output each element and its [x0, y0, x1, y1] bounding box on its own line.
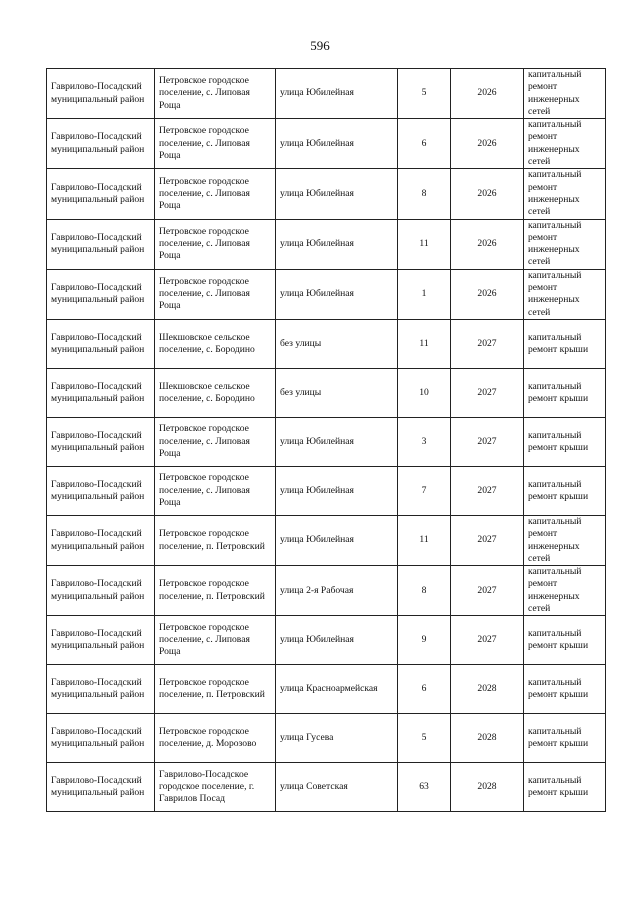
table-row [47, 119, 606, 169]
street-cell: улица Юбилейная [276, 417, 398, 466]
repair-schedule-table [46, 68, 606, 812]
settlement-cell: Петровское городское поселение, с. Липовая Роща [155, 169, 276, 219]
district-cell: Гаврилово-Посадский муниципальный район [47, 169, 155, 219]
work-type-cell: капитальный ремонт крыши [524, 417, 606, 466]
district-cell: Гаврилово-Посадский муниципальный район [47, 119, 155, 169]
settlement-cell: Петровское городское поселение, с. Липовая Роща [155, 417, 276, 466]
house-number-cell: 11 [398, 319, 451, 368]
street-cell: улица Красноармейская [276, 665, 398, 714]
table-row [47, 566, 606, 616]
district-cell: Гаврилово-Посадский муниципальный район [47, 368, 155, 417]
district-cell: Гаврилово-Посадский муниципальный район [47, 319, 155, 368]
street-cell: улица Юбилейная [276, 269, 398, 319]
year-cell: 2026 [451, 169, 524, 219]
year-cell: 2028 [451, 763, 524, 812]
page-number: 596 [310, 38, 330, 53]
work-type-cell: капитальный ремонт инженерных сетей [524, 566, 606, 616]
year-cell: 2026 [451, 269, 524, 319]
street-cell: улица Юбилейная [276, 515, 398, 565]
year-cell: 2027 [451, 319, 524, 368]
table-row [47, 69, 606, 119]
table-row [47, 169, 606, 219]
year-cell: 2027 [451, 417, 524, 466]
year-cell: 2026 [451, 119, 524, 169]
work-type-cell: капитальный ремонт крыши [524, 714, 606, 763]
settlement-cell: Петровское городское поселение, с. Липовая Роща [155, 466, 276, 515]
settlement-cell: Шекшовское сельское поселение, с. Бородино [155, 368, 276, 417]
street-cell: улица Юбилейная [276, 119, 398, 169]
work-type-cell: капитальный ремонт инженерных сетей [524, 219, 606, 269]
table-row [47, 515, 606, 565]
house-number-cell: 3 [398, 417, 451, 466]
house-number-cell: 11 [398, 219, 451, 269]
settlement-cell: Гаврилово-Посадское городское поселение, г. Гаврилов Посад [155, 763, 276, 812]
district-cell: Гаврилово-Посадский муниципальный район [47, 515, 155, 565]
work-type-cell: капитальный ремонт крыши [524, 763, 606, 812]
street-cell: улица Юбилейная [276, 69, 398, 119]
house-number-cell: 6 [398, 119, 451, 169]
work-type-cell: капитальный ремонт крыши [524, 616, 606, 665]
work-type-cell: капитальный ремонт инженерных сетей [524, 69, 606, 119]
work-type-cell: капитальный ремонт крыши [524, 466, 606, 515]
district-cell: Гаврилово-Посадский муниципальный район [47, 69, 155, 119]
street-cell: улица Юбилейная [276, 219, 398, 269]
house-number-cell: 11 [398, 515, 451, 565]
house-number-cell: 5 [398, 69, 451, 119]
settlement-cell: Петровское городское поселение, п. Петровский [155, 566, 276, 616]
year-cell: 2027 [451, 616, 524, 665]
district-cell: Гаврилово-Посадский муниципальный район [47, 566, 155, 616]
table-row [47, 219, 606, 269]
year-cell: 2027 [451, 515, 524, 565]
table-row [47, 616, 606, 665]
work-type-cell: капитальный ремонт инженерных сетей [524, 269, 606, 319]
settlement-cell: Петровское городское поселение, с. Липовая Роща [155, 119, 276, 169]
year-cell: 2027 [451, 466, 524, 515]
house-number-cell: 1 [398, 269, 451, 319]
district-cell: Гаврилово-Посадский муниципальный район [47, 616, 155, 665]
district-cell: Гаврилово-Посадский муниципальный район [47, 269, 155, 319]
table-row [47, 368, 606, 417]
table-row [47, 714, 606, 763]
work-type-cell: капитальный ремонт крыши [524, 665, 606, 714]
settlement-cell: Петровское городское поселение, п. Петровский [155, 665, 276, 714]
table-row [47, 417, 606, 466]
house-number-cell: 8 [398, 169, 451, 219]
year-cell: 2028 [451, 714, 524, 763]
street-cell: улица Юбилейная [276, 616, 398, 665]
district-cell: Гаврилово-Посадский муниципальный район [47, 417, 155, 466]
work-type-cell: капитальный ремонт инженерных сетей [524, 169, 606, 219]
street-cell: улица Гусева [276, 714, 398, 763]
street-cell: улица Советская [276, 763, 398, 812]
street-cell: улица Юбилейная [276, 466, 398, 515]
district-cell: Гаврилово-Посадский муниципальный район [47, 665, 155, 714]
street-cell: без улицы [276, 368, 398, 417]
table-row [47, 665, 606, 714]
work-type-cell: капитальный ремонт инженерных сетей [524, 515, 606, 565]
work-type-cell: капитальный ремонт крыши [524, 319, 606, 368]
year-cell: 2026 [451, 219, 524, 269]
house-number-cell: 6 [398, 665, 451, 714]
table-row [47, 319, 606, 368]
settlement-cell: Петровское городское поселение, с. Липовая Роща [155, 69, 276, 119]
table-row [47, 466, 606, 515]
year-cell: 2026 [451, 69, 524, 119]
street-cell: улица 2-я Рабочая [276, 566, 398, 616]
year-cell: 2027 [451, 368, 524, 417]
settlement-cell: Петровское городское поселение, с. Липовая Роща [155, 269, 276, 319]
street-cell: без улицы [276, 319, 398, 368]
settlement-cell: Петровское городское поселение, с. Липовая Роща [155, 616, 276, 665]
district-cell: Гаврилово-Посадский муниципальный район [47, 466, 155, 515]
work-type-cell: капитальный ремонт крыши [524, 368, 606, 417]
house-number-cell: 10 [398, 368, 451, 417]
district-cell: Гаврилово-Посадский муниципальный район [47, 714, 155, 763]
work-type-cell: капитальный ремонт инженерных сетей [524, 119, 606, 169]
house-number-cell: 63 [398, 763, 451, 812]
district-cell: Гаврилово-Посадский муниципальный район [47, 763, 155, 812]
house-number-cell: 7 [398, 466, 451, 515]
year-cell: 2028 [451, 665, 524, 714]
house-number-cell: 8 [398, 566, 451, 616]
settlement-cell: Петровское городское поселение, п. Петровский [155, 515, 276, 565]
table-row [47, 763, 606, 812]
street-cell: улица Юбилейная [276, 169, 398, 219]
table-body [47, 69, 606, 812]
settlement-cell: Петровское городское поселение, д. Морозово [155, 714, 276, 763]
house-number-cell: 9 [398, 616, 451, 665]
settlement-cell: Шекшовское сельское поселение, с. Бородино [155, 319, 276, 368]
house-number-cell: 5 [398, 714, 451, 763]
table-row [47, 269, 606, 319]
settlement-cell: Петровское городское поселение, с. Липовая Роща [155, 219, 276, 269]
district-cell: Гаврилово-Посадский муниципальный район [47, 219, 155, 269]
year-cell: 2027 [451, 566, 524, 616]
